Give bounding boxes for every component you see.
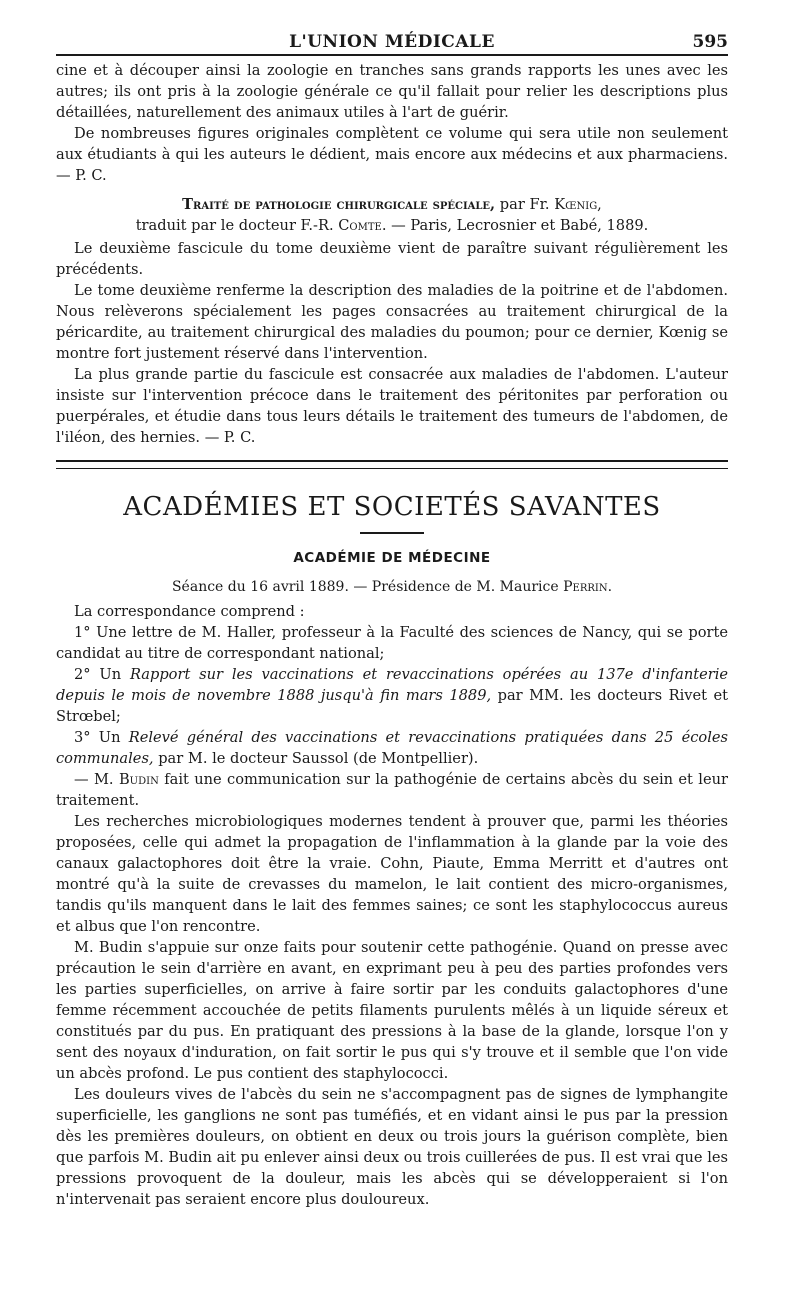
correspondence-item-1: 1° Une lettre de M. Haller, professeur à la Faculté des sciences de Nancy, qui se porte candidat au titre de correspondant national; <box>56 624 728 662</box>
review-koenig-publisher: — Paris, Lecrosnier et Babé, 1889. <box>386 217 649 234</box>
page-number: 595 <box>692 32 728 52</box>
section-title: ACADÉMIES ET SOCIETÉS SAVANTES <box>123 492 661 522</box>
academy-subtitle: ACADÉMIE DE MÉDECINE <box>293 550 491 566</box>
paragraph-douleurs: Les douleurs vives de l'abcès du sein ne s'accompagnent pas de signes de lymphangite superficielle, les ganglions ne sont pas tuméfiés, et en vidant ainsi le pus par la pression dès les premières douleurs, on obtient en deux ou trois jours la guérison complète, bien que parfois M. Budin ait pu enlever ainsi deux ou trois cuillerées de pus. Il est vrai que les pressions provoquent de la douleur, mais les abcès qui se développeraient si l'on n'intervenait pas seraient encore plus douloureux. <box>56 1086 728 1208</box>
seance-line <box>56 577 728 597</box>
paragraph-recherches: Les recherches microbiologiques modernes tendent à prouver que, parmi les théories proposées, celle qui admet la propagation de l'inflammation à la glande par la voie des canaux galactophores doit être la vraie. Cohn, Piaute, Emma Merritt et d'autres ont montré qu'à la suite de crevasses du mamelon, le lait contient des micro-organismes, tandis qu'ils manquent dans le lait des femmes saines; ce sont les staphylococcus aureus et albus que l'on rencontre. <box>56 813 728 935</box>
budin-communication-text: fait une communication sur la pathogénie de certains abcès du sein et leur traitement. <box>56 771 728 809</box>
review-koenig-translator: Comte. <box>338 217 387 234</box>
session-body <box>56 601 728 1210</box>
review-zoologie <box>56 60 728 186</box>
correspondence-item-2-authors: par MM. les docteurs Rivet et Strœbel; <box>56 687 728 725</box>
correspondence-intro: La correspondance comprend : <box>74 603 305 620</box>
section-divider-rule <box>56 460 728 469</box>
section-title-underline <box>360 532 424 534</box>
correspondence-item-3 <box>56 727 728 769</box>
correspondence-item-3-author: par M. le docteur Saussol (de Montpellier). <box>153 750 479 767</box>
budin-communication-prefix: — M. <box>74 771 119 788</box>
review-koenig-paragraph-1: Le deuxième fascicule du tome deuxième vient de paraître suivant régulièrement les précédents. <box>56 240 728 278</box>
journal-title: L'UNION MÉDICALE <box>289 32 495 52</box>
correspondence-item-2-title: Rapport sur les vaccinations et revaccinations opérées au 137e d'infanterie depuis le mois de novembre 1888 jusqu'à fin mars 1889, <box>56 666 728 704</box>
budin-name: Budin <box>118 771 159 788</box>
review-koenig <box>56 194 728 448</box>
correspondence-item-2 <box>56 664 728 727</box>
correspondence-item-3-prefix: 3° Un <box>74 729 129 746</box>
review-koenig-author: Kœnig, <box>554 196 602 213</box>
correspondence-item-3-title: Relevé général des vaccinations et revaccinations pratiquées dans 25 écoles communales, <box>56 729 728 767</box>
running-head <box>56 26 728 60</box>
journal-page <box>56 26 728 1210</box>
seance-president: Perrin. <box>563 579 613 595</box>
seance-date: Séance du 16 avril 1889. — Présidence de M. Maurice <box>171 579 564 595</box>
review-koenig-heading <box>56 194 728 215</box>
review-koenig-paragraph-2: Le tome deuxième renferme la description des maladies de la poitrine et de l'abdomen. Nous relèverons spécialement les pages consacrées au traitement chirurgical de la péricardite, au traitement chirurgical des maladies du poumon; pour ce dernier, Kœnig se montre fort justement réservé dans l'intervention. <box>56 282 728 362</box>
review-zoologie-paragraph-2: De nombreuses figures originales complètent ce volume qui sera utile non seulement aux étudiants à qui les auteurs le dédient, mais encore aux médecins et aux pharmaciens. — P. C. <box>56 125 728 184</box>
review-zoologie-paragraph-1: cine et à découper ainsi la zoologie en tranches sans grands rapports les unes avec les autres; ils ont pris à la zoologie générale ce qu'il fallait pour relier les descriptions plus détaillées, naturellement des animaux utiles à l'art de guérir. <box>56 62 728 121</box>
review-koenig-translator-prefix: traduit par le docteur F.-R. <box>135 217 339 234</box>
header-rule <box>56 54 728 56</box>
review-koenig-publication <box>56 215 728 236</box>
budin-communication <box>56 769 728 811</box>
paragraph-budin-faits: M. Budin s'appuie sur onze faits pour soutenir cette pathogénie. Quand on presse avec précaution le sein d'arrière en avant, en exprimant peu à peu des parties profondes vers les parties superficielles, on arrive à faire sortir par les conduits galactophores d'une femme récemment accouchée de petits filaments purulents mêlés à un liquide séreux et constitués par du pus. En pratiquant des pressions à la base de la glande, lorsque l'on y sent des noyaux d'induration, on fait sortir le pus qui s'y trouve et il semble que l'on vide un abcès profond. Le pus contient des staphylococci. <box>56 939 728 1082</box>
review-koenig-paragraph-3: La plus grande partie du fascicule est consacrée aux maladies de l'abdomen. L'auteur insiste sur l'intervention précoce dans le traitement des péritonites par perforation ou puerpérales, et étudie dans tous leurs détails le traitement des tumeurs de l'abdomen, de l'iléon, des hernies. — P. C. <box>56 366 728 446</box>
review-koenig-book-title: Traité de pathologie chirurgicale spéciale, <box>182 196 496 213</box>
correspondence-item-2-prefix: 2° Un <box>74 666 130 683</box>
review-koenig-author-prefix: par Fr. <box>499 196 555 213</box>
